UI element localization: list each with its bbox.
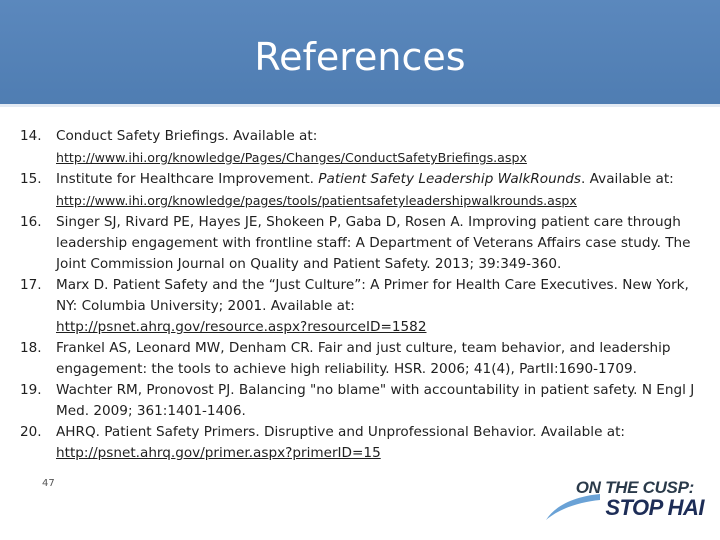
reference-number: 16. [20,214,42,230]
reference-text: Institute for Healthcare Improvement. [56,171,319,187]
page-title: References [254,35,466,79]
reference-text: Conduct Safety Briefings. Available at: [56,128,318,144]
reference-number: 20. [20,424,42,440]
reference-link[interactable]: http://psnet.ahrq.gov/primer.aspx?primerID=15 [56,445,381,461]
list-item [20,275,710,338]
cusp-logo [542,474,712,524]
slide-number: 47 [42,478,55,489]
reference-title: Patient Safety Leadership WalkRounds [318,171,582,187]
reference-number: 15. [20,171,42,187]
reference-link[interactable]: http://www.ihi.org/knowledge/pages/tools/patientsafetyleadershipwalkrounds.aspx [56,193,577,208]
reference-link[interactable]: http://www.ihi.org/knowledge/Pages/Changes/ConductSafetyBriefings.aspx [56,150,527,165]
list-item [20,338,710,380]
reference-number: 18. [20,340,42,356]
list-item [20,422,710,464]
reference-list [20,126,710,464]
reference-text: Wachter RM, Pronovost PJ. Balancing "no blame" with accountability in patient safety. N Engl J Med. 2009; 361:1401-1406. [56,382,695,419]
reference-text-tail: . Available at: [581,171,674,187]
title-divider [0,104,720,107]
reference-text: Singer SJ, Rivard PE, Hayes JE, Shokeen P, Gaba D, Rosen A. Improving patient care through leadership engagement with frontline staff: A Department of Veterans Affairs case study. The Joint Commission Journal on Quality and Patient Safety. 2013; 39:349-360. [56,214,691,272]
reference-number: 17. [20,277,42,293]
reference-number: 19. [20,382,42,398]
reference-text: AHRQ. Patient Safety Primers. Disruptive and Unprofessional Behavior. Available at: [56,424,625,440]
reference-number: 14. [20,128,42,144]
list-item [20,169,710,212]
reference-link[interactable]: http://psnet.ahrq.gov/resource.aspx?resourceID=1582 [56,319,427,335]
list-item [20,380,710,422]
logo-line-2: STOP HAI [605,495,704,520]
list-item [20,126,710,169]
logo-line-1: ON THE CUSP: [575,478,694,497]
reference-text: Marx D. Patient Safety and the “Just Culture”: A Primer for Health Care Executives. New York, NY: Columbia University; 2001. Available at: [56,277,689,314]
list-item [20,212,710,275]
reference-text: Frankel AS, Leonard MW, Denham CR. Fair and just culture, team behavior, and leadership engagement: the tools to achieve high reliability. HSR. 2006; 41(4), PartII:1690-1709. [56,340,671,377]
